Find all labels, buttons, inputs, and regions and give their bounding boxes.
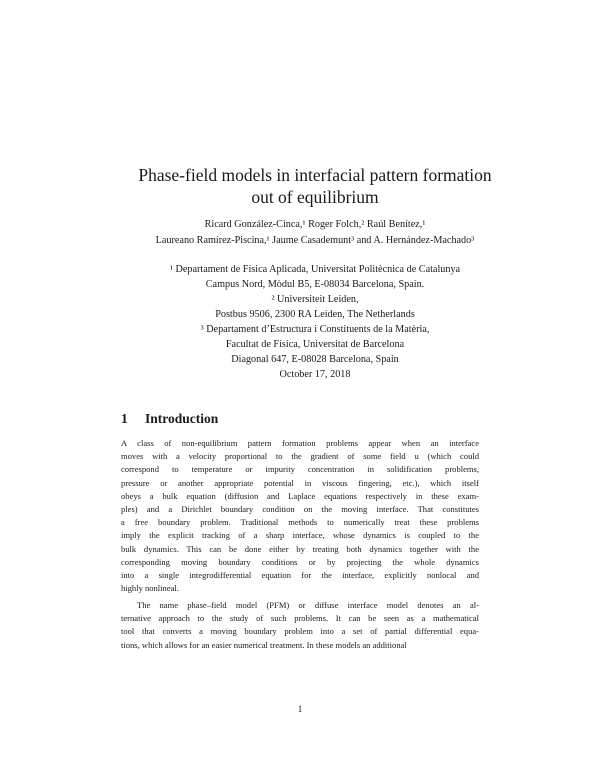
text-line: obeys a bulk equation (diffusion and Laplace equations respectively in these exam- <box>121 490 479 501</box>
title-line: out of equilibrium <box>251 187 379 207</box>
text-line: a free boundary problem. Traditional methods to numerically treat these problems <box>121 517 479 528</box>
affiliation-line: Campus Nord, Mòdul B5, E-08034 Barcelona, Spain. <box>205 279 425 290</box>
author-line: Laureano Ramírez-Piscina,¹ Jaume Casademunt³ and A. Hernández-Machado³ <box>155 235 475 246</box>
section-heading <box>121 411 218 427</box>
author-list <box>100 217 530 249</box>
text-line: tool that converts a moving boundary problem into a set of partial differential equa- <box>121 626 479 637</box>
intro-paragraph-2 <box>121 599 479 652</box>
intro-paragraph-1 <box>121 437 479 595</box>
page-number: 1 <box>297 705 303 715</box>
text-line: corresponding moving boundary conditions or by projecting the whole dynamics <box>121 556 479 567</box>
text-line: A class of non-equilibrium pattern formation problems appear when an interface <box>121 438 479 448</box>
arxiv-stamp-svg <box>4 120 40 620</box>
text-line: pressure or another appropriate potential in viscous fingering, etc.), which itself <box>121 477 479 488</box>
affiliation-line: ² Universiteit Leiden, <box>271 294 359 305</box>
affiliation-line: Diagonal 647, E-08028 Barcelona, Spain <box>231 354 399 365</box>
affiliation-line: ³ Departament d’Estructura i Constituents de la Matèria, <box>200 324 430 335</box>
text-line: highly nonlineal. <box>121 583 179 594</box>
text-line: correspond to temperature or impurity concentration in solidification problems, <box>121 464 479 475</box>
title-line: Phase-field models in interfacial pattern formation <box>138 165 492 185</box>
text-line: ples) and a Dirichlet boundary condition on the moving interface. That constitutes <box>121 504 479 515</box>
affiliations <box>100 262 530 367</box>
affiliation-line: ¹ Departament de Física Aplicada, Universitat Politècnica de Catalunya <box>169 264 461 275</box>
paper-date: October 17, 2018 <box>279 369 351 380</box>
section-title: Introduction <box>145 411 219 426</box>
paper-title <box>100 164 530 208</box>
affiliation-line: Postbus 9506, 2300 RA Leiden, The Netherlands <box>215 309 415 320</box>
text-line: tions, which allows for an easier numerical treatment. In these models an additional <box>121 639 407 650</box>
affiliation-line: Facultat de Física, Universitat de Barcelona <box>225 339 405 350</box>
author-line: Ricard González-Cinca,¹ Roger Folch,² Raúl Benítez,¹ <box>204 219 426 230</box>
text-line: moves with a velocity proportional to the gradient of some field u (which could <box>121 451 479 462</box>
section-number: 1 <box>121 411 128 426</box>
text-line: ternative approach to the study of such problems. It can be seen as a mathematical <box>121 613 479 624</box>
text-line: imply the explicit tracking of a sharp interface, whose dynamics is coupled to the <box>121 530 479 541</box>
text-line: into a single integrodifferential equation for the interface, explicitly nonlocal and <box>121 570 479 581</box>
text-line: bulk dynamics. This can be done either by treating both dynamics together with the <box>121 543 479 554</box>
text-line: The name phase–field model (PFM) or diffuse interface model denotes an al- <box>137 600 479 610</box>
arxiv-identifier-stamp <box>4 120 40 620</box>
